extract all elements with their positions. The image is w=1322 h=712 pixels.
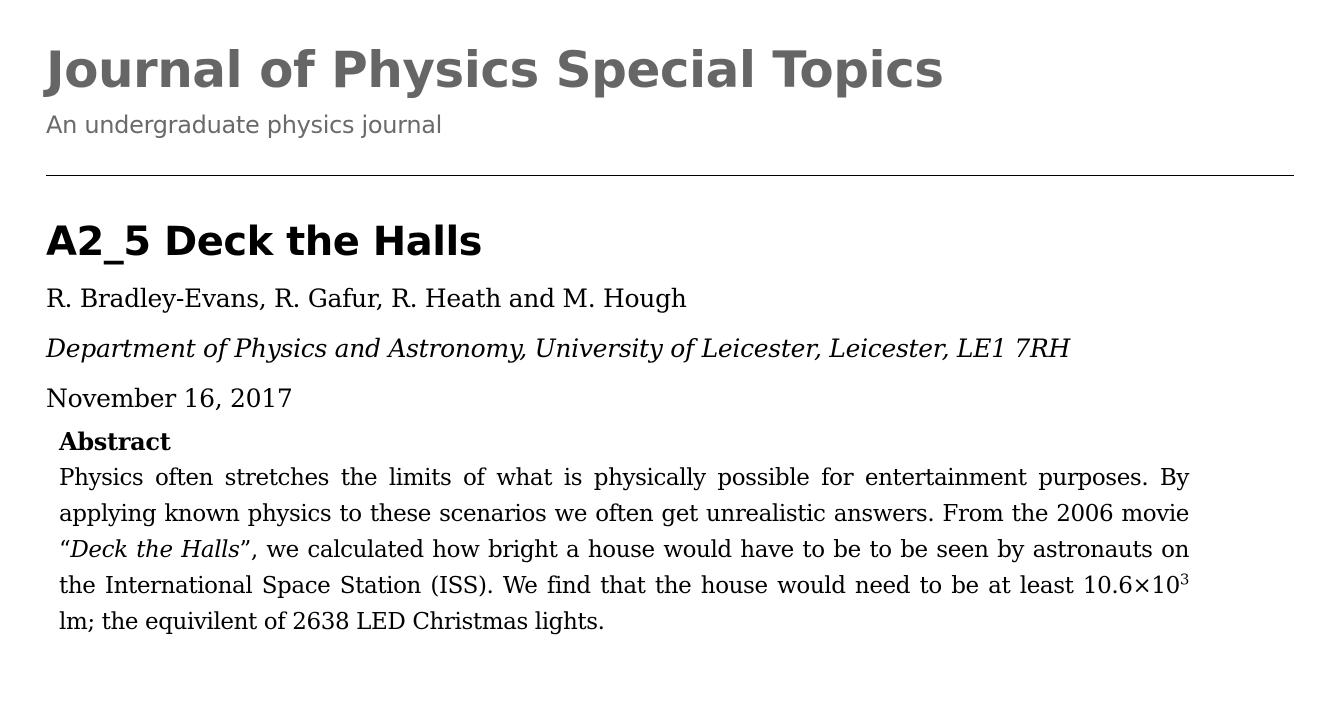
abstract-exponent: 3	[1179, 570, 1189, 589]
abstract-text-part1: Physics often stretches the limits of what is physically possible for entertainment purposes. By applying known physics to these scenarios we often get unrealistic answers. From the 2006 movie “	[59, 465, 1189, 563]
paper-affiliation: Department of Physics and Astronomy, University of Leicester, Leicester, LE1 7RH	[46, 334, 1071, 363]
abstract-section	[59, 424, 1189, 640]
paper-authors: R. Bradley-Evans, R. Gafur, R. Heath and M. Hough	[46, 284, 687, 313]
abstract-movie-title: Deck the Halls	[70, 537, 240, 563]
abstract-text	[59, 460, 1189, 640]
header-divider	[46, 175, 1294, 176]
paper-title: A2_5 Deck the Halls	[46, 219, 482, 265]
paper-date: November 16, 2017	[46, 384, 293, 413]
abstract-text-part3: lm; the equivilent of 2638 LED Christmas lights.	[59, 609, 605, 635]
paper-page	[46, 40, 1294, 414]
abstract-text-part2: ”, we calculated how bright a house would have to be to be seen by astronauts on the International Space Station (ISS). We find that the house would need to be at least 10.6×10	[59, 537, 1189, 599]
journal-title: Journal of Physics Special Topics	[46, 41, 944, 99]
abstract-heading: Abstract	[59, 427, 171, 456]
journal-subtitle: An undergraduate physics journal	[46, 111, 443, 139]
